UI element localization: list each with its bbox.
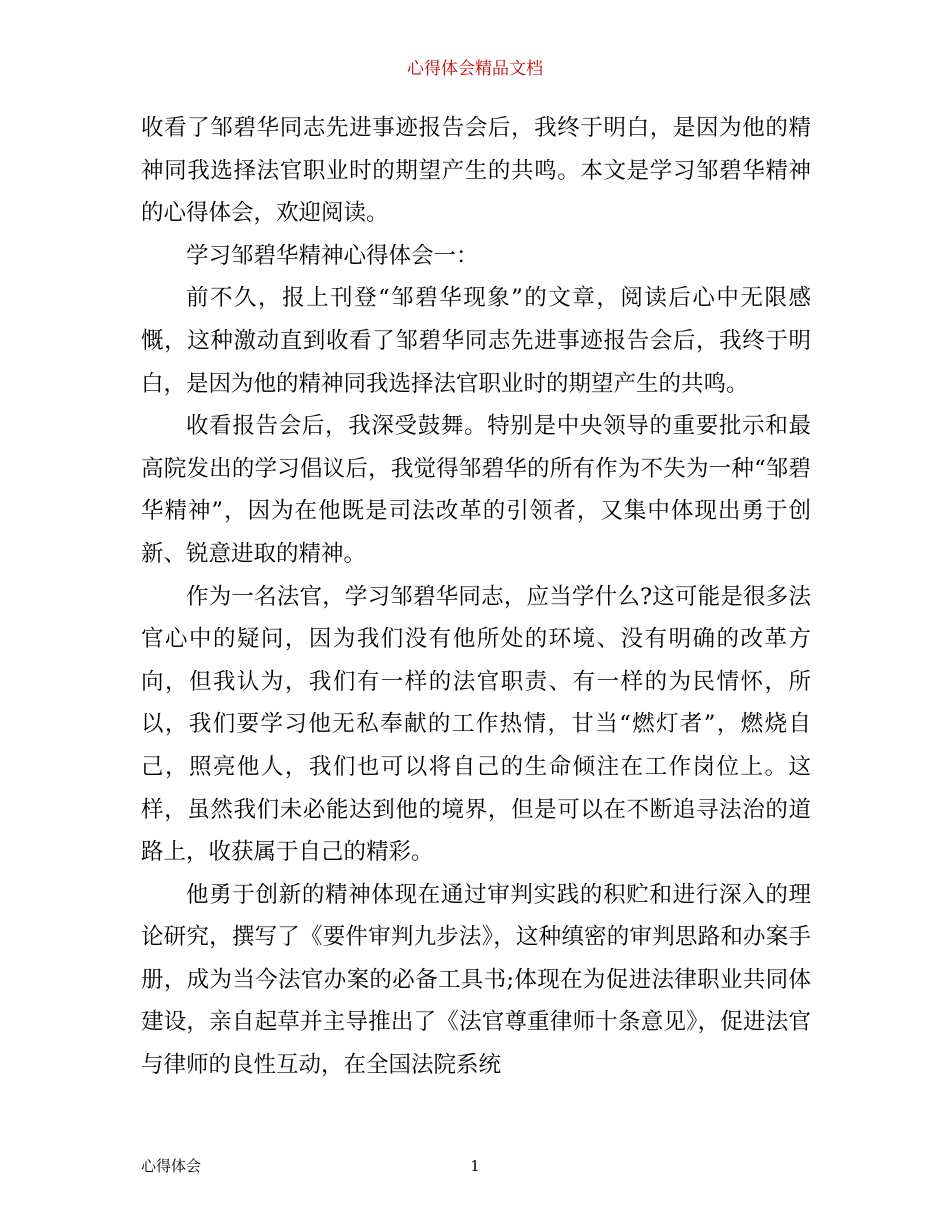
section-heading: 学习邹碧华精神心得体会一： [186,242,479,269]
intro-paragraph: 收看了邹碧华同志先进事迹报告会后，我终于明白，是因为他的精神同我选择法官职业时的期望产生的共鸣。本文是学习邹碧华精神的心得体会，欢迎阅读。 [141,115,811,227]
document-header-title: 心得体会精品文档 [407,59,543,79]
page-number: 1 [470,1157,480,1175]
footer-label: 心得体会 [141,1157,202,1175]
body-paragraph-2: 收看报告会后，我深受鼓舞。特别是中央领导的重要批示和最高院发出的学习倡议后，我觉得邹碧华的所有作为不失为一种“邹碧华精神”，因为在他既是司法改革的引领者，又集中体现出勇于创新、锐意进取的精神。 [141,413,811,567]
body-paragraph-4: 他勇于创新的精神体现在通过审判实践的积贮和进行深入的理论研究，撰写了《要件审判九步法》，这种缜密的审判思路和办案手册，成为当今法官办案的必备工具书;体现在为促进法律职业共同体建设，亲自起草并主导推出了《法官尊重律师十条意见》，促进法官与律师的良性互动，在全国法院系统 [141,881,811,1079]
document-body [141,107,811,1087]
body-paragraph-3: 作为一名法官，学习邹碧华同志，应当学什么?这可能是很多法官心中的疑问，因为我们没有他所处的环境、没有明确的改革方向，但我认为，我们有一样的法官职责、有一样的为民情怀，所以，我们要学习他无私奉献的工作热情，甘当“燃灯者”，燃烧自己，照亮他人，我们也可以将自己的生命倾注在工作岗位上。这样，虽然我们未必能达到他的境界，但是可以在不断追寻法治的道路上，收获属于自己的精彩。 [141,583,811,866]
body-paragraph-1: 前不久，报上刊登“邹碧华现象”的文章，阅读后心中无限感慨，这种激动直到收看了邹碧华同志先进事迹报告会后，我终于明白，是因为他的精神同我选择法官职业时的期望产生的共鸣。 [141,285,811,397]
